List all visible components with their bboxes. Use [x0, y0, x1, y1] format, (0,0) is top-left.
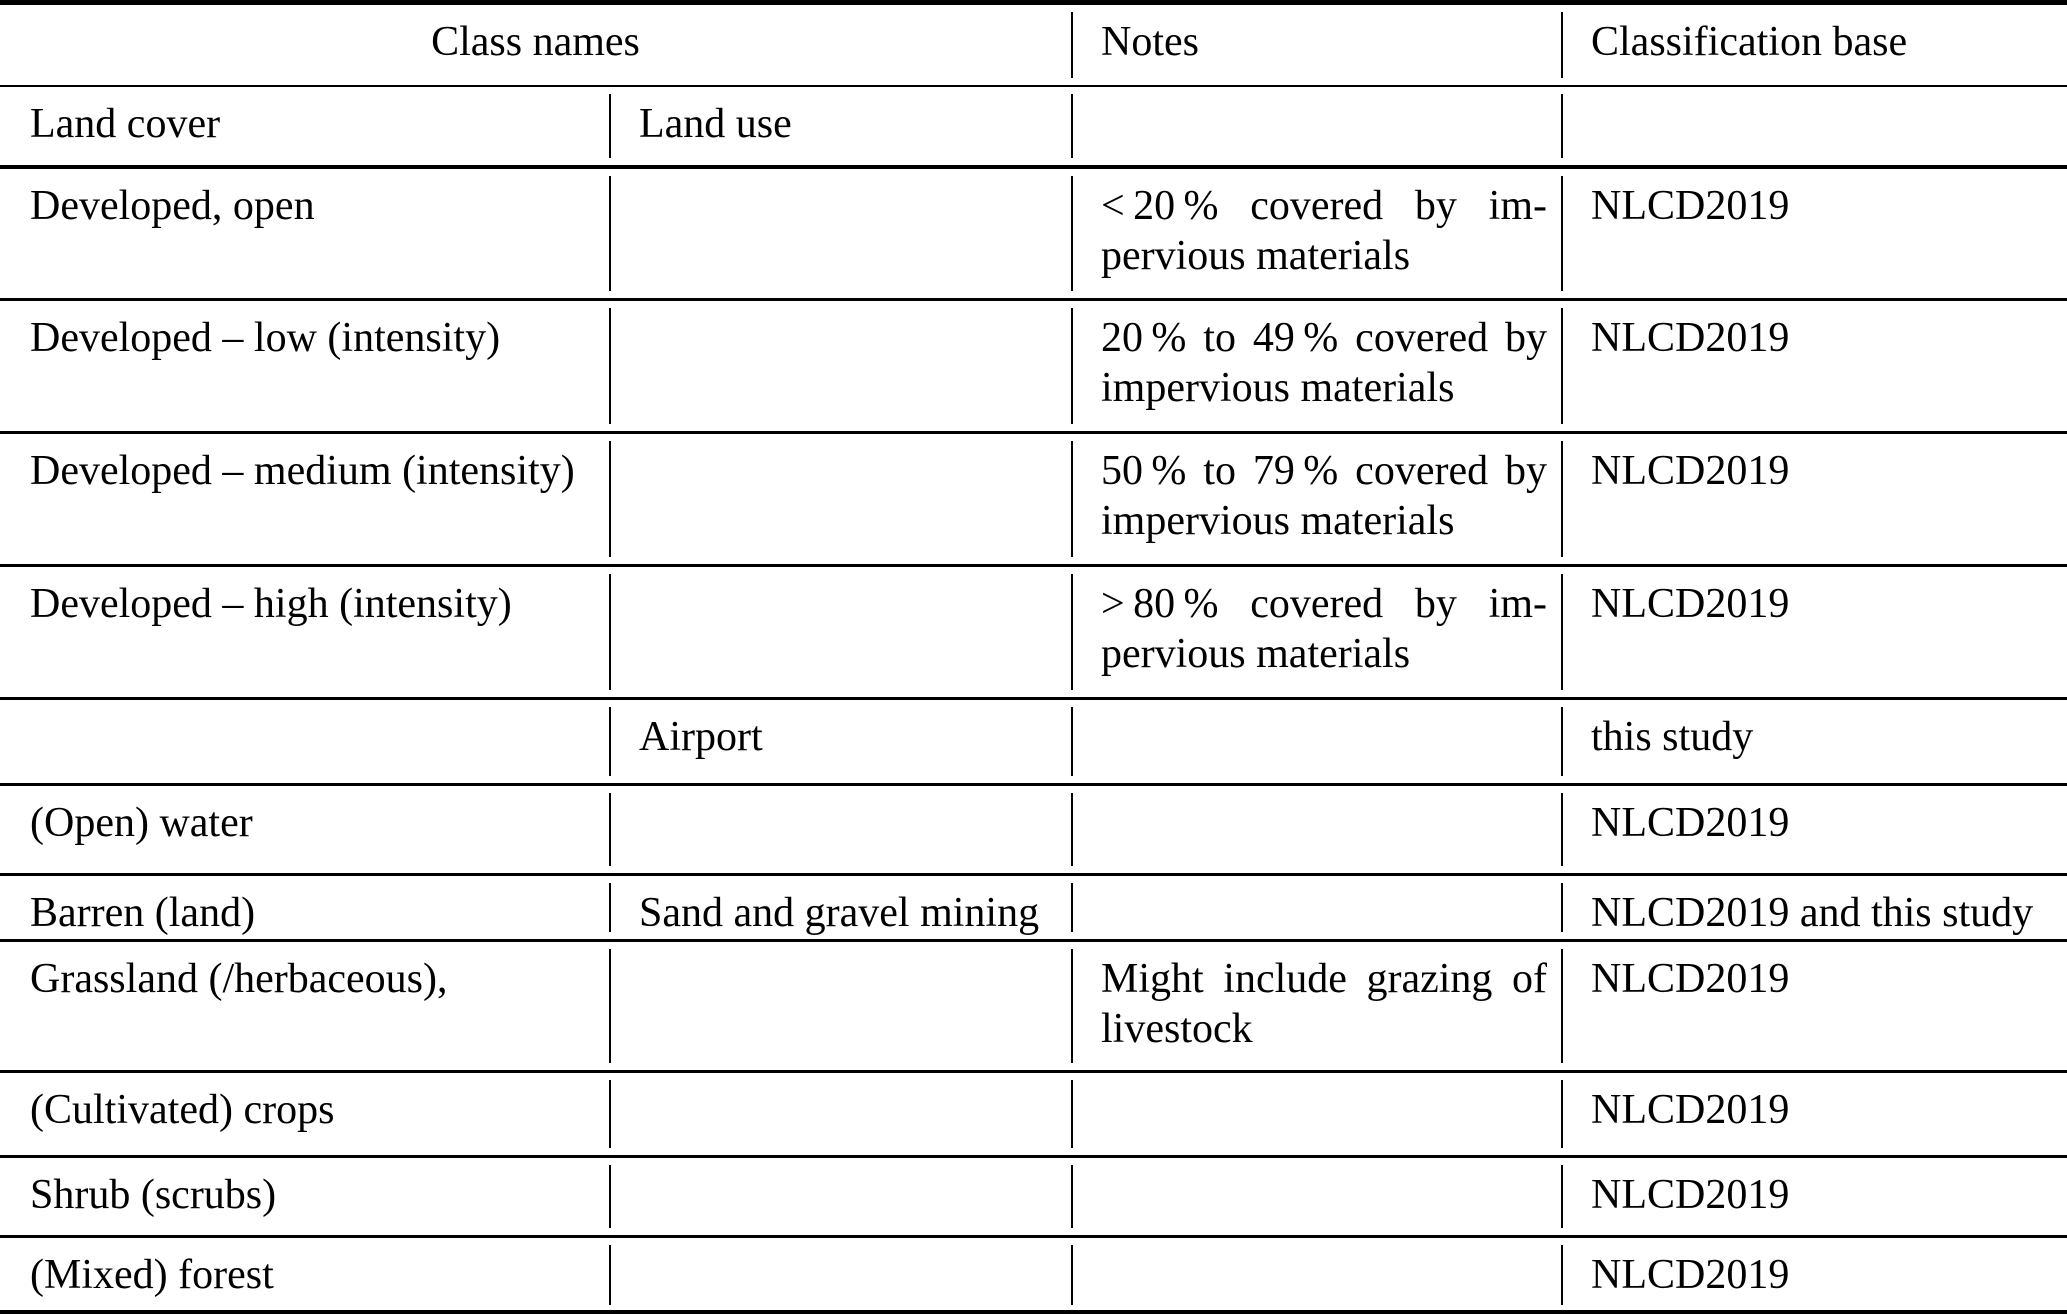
cell-notes	[1071, 700, 1561, 783]
class-names-label: Class names	[431, 19, 640, 65]
cell-land-cover	[0, 876, 609, 939]
classification-base-text: NLCD2019	[1591, 800, 1790, 846]
row-developed-low	[0, 298, 2067, 431]
cell-land-use	[609, 786, 1071, 873]
land-cover-text: Developed – medium (intensity)	[30, 448, 575, 494]
notes-line-2: livestock	[1101, 1006, 1253, 1052]
land-use-text: Airport	[639, 714, 763, 760]
cell-land-use	[609, 1238, 1071, 1312]
cell-land-cover	[0, 942, 609, 1070]
row-developed-high	[0, 564, 2067, 697]
notes-label: Notes	[1101, 19, 1199, 65]
cell-land-use	[609, 567, 1071, 697]
cell-land-cover	[0, 169, 609, 298]
cell-land-use	[609, 301, 1071, 431]
land-use-text: Sand and gravel mining	[639, 890, 1040, 936]
classification-base-text: NLCD2019	[1591, 315, 1790, 361]
classification-base-text: NLCD2019	[1591, 448, 1790, 494]
classification-base-text: NLCD2019	[1591, 581, 1790, 627]
classification-base-text: NLCD2019	[1591, 1172, 1790, 1218]
cell-land-cover	[0, 700, 609, 783]
notes-line-1: Might include grazing of	[1101, 956, 1547, 1002]
land-cover-text: Grassland (/herbaceous),	[30, 956, 448, 1002]
cell-classification-base	[1561, 301, 2067, 431]
notes-line-1: < 20 % covered by im-	[1101, 183, 1547, 229]
cell-land-use	[609, 434, 1071, 564]
cell-land-use	[609, 876, 1071, 939]
cell-land-use	[609, 700, 1071, 783]
subheader-land-use	[609, 87, 1071, 165]
cell-notes	[1071, 1073, 1561, 1155]
subheader-land-cover	[0, 87, 609, 165]
row-open-water	[0, 783, 2067, 873]
land-cover-text: Developed, open	[30, 183, 315, 229]
row-developed-open	[0, 165, 2067, 298]
cell-notes	[1071, 567, 1561, 697]
cell-land-use	[609, 942, 1071, 1070]
cell-classification-base	[1561, 1073, 2067, 1155]
subheader-notes-empty	[1071, 87, 1561, 165]
row-grassland	[0, 939, 2067, 1070]
row-mixed-forest	[0, 1235, 2067, 1312]
classification-base-text: NLCD2019	[1591, 1087, 1790, 1133]
table-header-row	[0, 5, 2067, 85]
notes-line-1: 50 % to 79 % covered by	[1101, 448, 1547, 494]
classification-base-text: this study	[1591, 714, 1754, 760]
row-shrub	[0, 1155, 2067, 1235]
cell-classification-base	[1561, 567, 2067, 697]
cell-land-use	[609, 1073, 1071, 1155]
classification-base-text: NLCD2019	[1591, 956, 1790, 1002]
cell-classification-base	[1561, 1158, 2067, 1235]
row-cultivated-crops	[0, 1070, 2067, 1155]
cell-notes	[1071, 1238, 1561, 1312]
cell-notes	[1071, 169, 1561, 298]
cell-classification-base	[1561, 786, 2067, 873]
land-cover-text: Barren (land)	[30, 890, 256, 936]
classification-base-label: Classification base	[1591, 19, 1908, 65]
notes-line-1: 20 % to 49 % covered by	[1101, 315, 1547, 361]
classification-base-text: NLCD2019	[1591, 1252, 1790, 1298]
cell-notes	[1071, 301, 1561, 431]
cell-notes	[1071, 434, 1561, 564]
cell-land-cover	[0, 1073, 609, 1155]
cell-notes	[1071, 1158, 1561, 1235]
notes-line-2: impervious materials	[1101, 498, 1455, 544]
col-header-notes	[1071, 5, 1561, 85]
table-subheader-row	[0, 85, 2067, 165]
row-developed-medium	[0, 431, 2067, 564]
cell-land-use	[609, 169, 1071, 298]
land-cover-text: (Mixed) forest	[30, 1252, 274, 1298]
land-cover-text: Developed – high (intensity)	[30, 581, 512, 627]
land-cover-text: (Open) water	[30, 800, 253, 846]
col-header-classification-base	[1561, 5, 2067, 85]
cell-classification-base	[1561, 434, 2067, 564]
cell-classification-base	[1561, 700, 2067, 783]
cell-classification-base	[1561, 169, 2067, 298]
cell-land-cover	[0, 301, 609, 431]
notes-line-2: pervious materials	[1101, 631, 1411, 677]
cell-land-cover	[0, 434, 609, 564]
cell-notes	[1071, 942, 1561, 1070]
cell-classification-base	[1561, 942, 2067, 1070]
col-header-class-names	[0, 5, 1071, 85]
cell-notes	[1071, 876, 1561, 939]
cell-notes	[1071, 786, 1561, 873]
notes-line-2: impervious materials	[1101, 365, 1455, 411]
cell-land-cover	[0, 786, 609, 873]
land-cover-text: (Cultivated) crops	[30, 1087, 335, 1133]
notes-line-2: pervious materials	[1101, 233, 1411, 279]
row-barren-land	[0, 873, 2067, 939]
subheader-base-empty	[1561, 87, 2067, 165]
cell-land-cover	[0, 1238, 609, 1312]
cell-classification-base	[1561, 876, 2067, 939]
row-airport	[0, 697, 2067, 783]
notes-line-1: > 80 % covered by im-	[1101, 581, 1547, 627]
cell-land-cover	[0, 1158, 609, 1235]
land-use-label: Land use	[639, 101, 792, 147]
cell-land-cover	[0, 567, 609, 697]
cell-land-use	[609, 1158, 1071, 1235]
land-cover-text: Shrub (scrubs)	[30, 1172, 277, 1218]
classification-base-text: NLCD2019	[1591, 183, 1790, 229]
land-cover-text: Developed – low (intensity)	[30, 315, 501, 361]
land-cover-label: Land cover	[30, 101, 221, 147]
cell-classification-base	[1561, 1238, 2067, 1312]
classification-base-text: NLCD2019 and this study	[1591, 890, 2034, 936]
